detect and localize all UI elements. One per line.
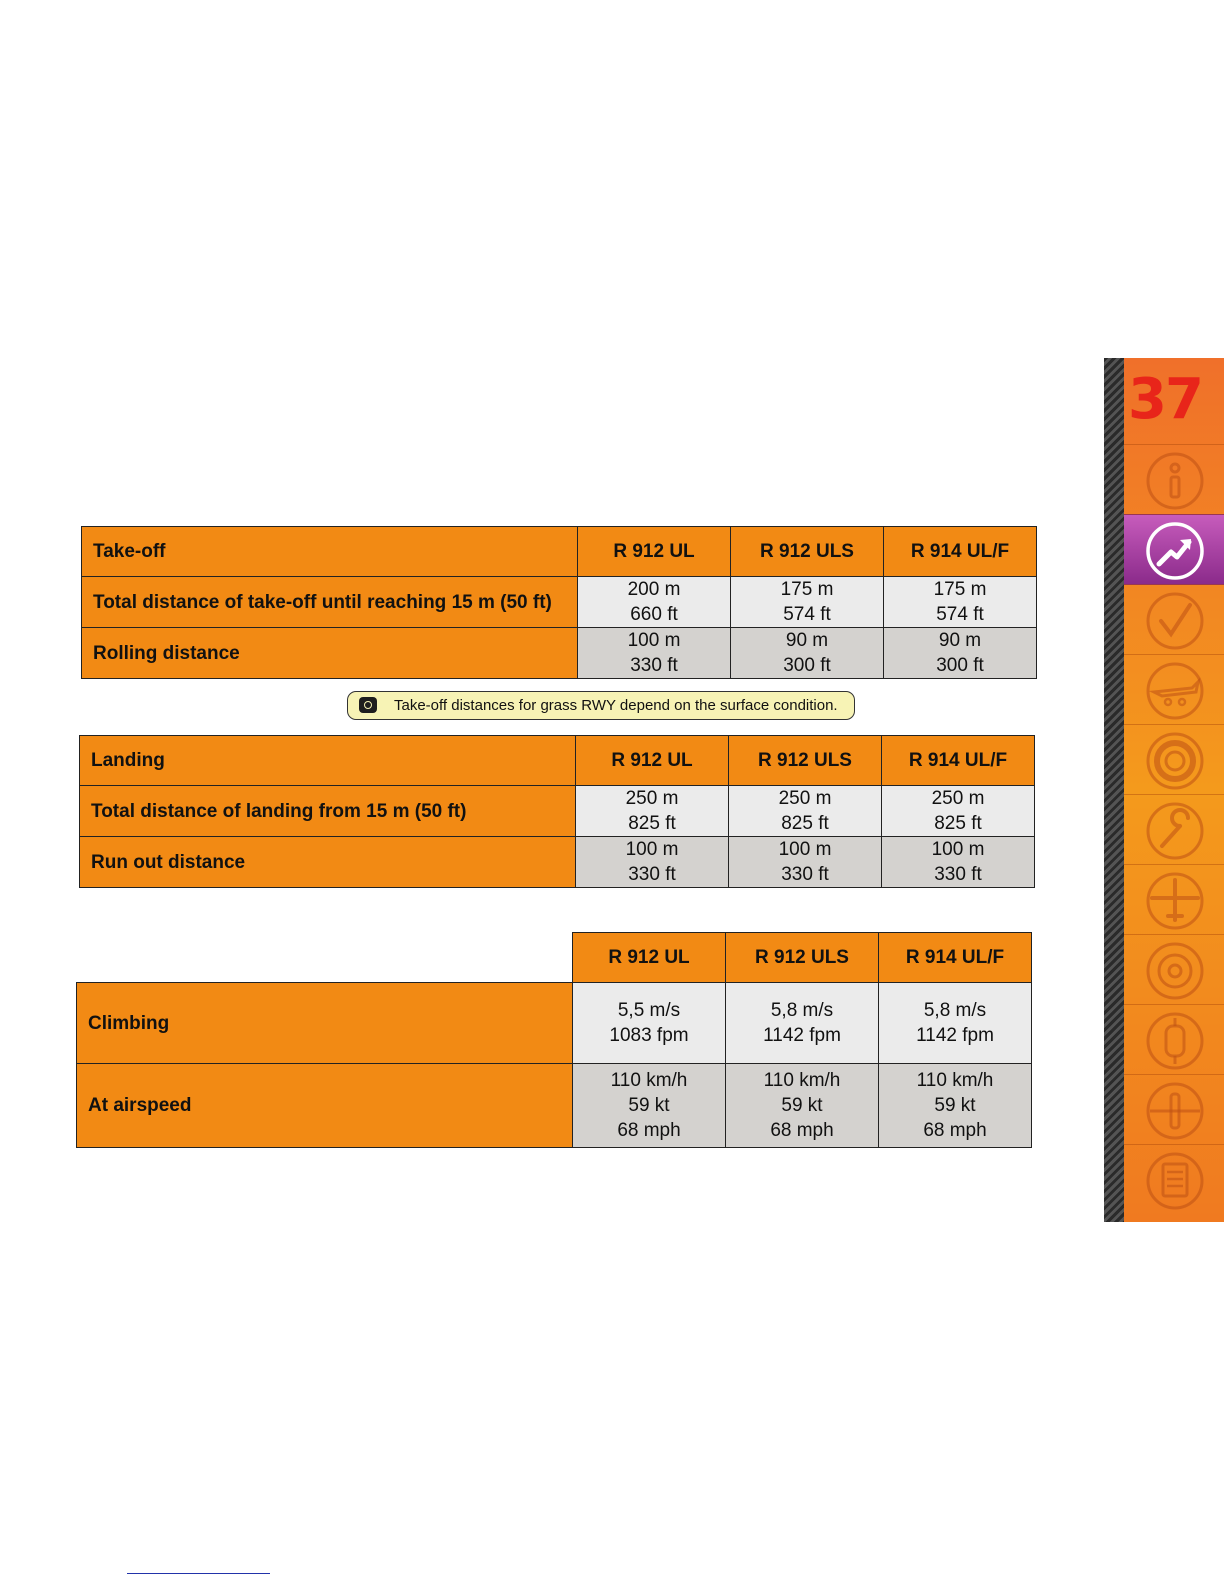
takeoff-table: [81, 526, 1037, 679]
empty-corner: [77, 933, 573, 983]
value-cell: 100 m 330 ft: [576, 837, 729, 888]
propeller-icon: [1144, 1080, 1206, 1142]
takeoff-col-r912ul: R 912 UL: [578, 527, 731, 577]
takeoff-col-r912uls: R 912 ULS: [731, 527, 884, 577]
lifebuoy-icon: [1144, 730, 1206, 792]
tab-engine[interactable]: [1124, 1004, 1224, 1075]
tab-info[interactable]: [1124, 444, 1224, 515]
footnote-divider: [127, 1573, 270, 1574]
row-label: Total distance of landing from 15 m (50 ft): [80, 786, 576, 837]
landing-table: [79, 735, 1035, 888]
value-cell: 90 m 300 ft: [731, 628, 884, 679]
checklist-icon: [1144, 1150, 1206, 1212]
climb-table: [76, 932, 1032, 1148]
value-cell: 175 m 574 ft: [731, 577, 884, 628]
table-row: [77, 983, 1032, 1064]
landing-col-r914ulf: R 914 UL/F: [882, 736, 1035, 786]
takeoff-header-label: Take-off: [82, 527, 578, 577]
value-cell: 250 m 825 ft: [576, 786, 729, 837]
tab-propeller[interactable]: [1124, 1074, 1224, 1145]
tab-airplane[interactable]: [1124, 654, 1224, 725]
value-cell: 5,8 m/s 1142 fpm: [879, 983, 1032, 1064]
note-text: Take-off distances for grass RWY depend on the surface condition.: [394, 697, 838, 714]
tab-performance[interactable]: [1124, 514, 1224, 585]
row-label: Rolling distance: [82, 628, 578, 679]
value-cell: 110 km/h 59 kt 68 mph: [573, 1064, 726, 1148]
value-cell: 5,8 m/s 1142 fpm: [726, 983, 879, 1064]
sidebar-stripe: [1104, 358, 1124, 1222]
landing-col-r912uls: R 912 ULS: [729, 736, 882, 786]
value-cell: 90 m 300 ft: [884, 628, 1037, 679]
value-cell: 110 km/h 59 kt 68 mph: [726, 1064, 879, 1148]
value-cell: 175 m 574 ft: [884, 577, 1037, 628]
climb-col-r912uls: R 912 ULS: [726, 933, 879, 983]
climb-col-r912ul: R 912 UL: [573, 933, 726, 983]
climb-col-r914ulf: R 914 UL/F: [879, 933, 1032, 983]
table-row: [82, 628, 1037, 679]
table-row: [80, 837, 1035, 888]
takeoff-col-r914ulf: R 914 UL/F: [884, 527, 1037, 577]
tab-emergency[interactable]: [1124, 724, 1224, 795]
landing-col-r912ul: R 912 UL: [576, 736, 729, 786]
table-row: [80, 786, 1035, 837]
value-cell: 250 m 825 ft: [882, 786, 1035, 837]
table-row: [82, 577, 1037, 628]
airplane-top-icon: [1144, 870, 1206, 932]
note-icon: [359, 697, 377, 713]
value-cell: 250 m 825 ft: [729, 786, 882, 837]
tab-maintenance[interactable]: [1124, 794, 1224, 865]
performance-arrow-icon: [1144, 520, 1206, 582]
airplane-icon: [1144, 660, 1206, 722]
row-label: At airspeed: [77, 1064, 573, 1148]
value-cell: 100 m 330 ft: [578, 628, 731, 679]
tab-wheel[interactable]: [1124, 934, 1224, 1005]
value-cell: 110 km/h 59 kt 68 mph: [879, 1064, 1032, 1148]
row-label: Climbing: [77, 983, 573, 1064]
note-box: [347, 691, 855, 720]
landing-header-label: Landing: [80, 736, 576, 786]
value-cell: 100 m 330 ft: [882, 837, 1035, 888]
row-label: Total distance of take-off until reaching 15 m (50 ft): [82, 577, 578, 628]
wheel-icon: [1144, 940, 1206, 1002]
chapter-sidebar: [1104, 358, 1224, 1222]
wrench-icon: [1144, 800, 1206, 862]
row-label: Run out distance: [80, 837, 576, 888]
checkmark-icon: [1144, 590, 1206, 652]
value-cell: 5,5 m/s 1083 fpm: [573, 983, 726, 1064]
engine-icon: [1144, 1010, 1206, 1072]
tab-checklist[interactable]: [1124, 584, 1224, 655]
info-icon: [1144, 450, 1206, 512]
page-number: 37: [1128, 367, 1202, 432]
table-row: [77, 1064, 1032, 1148]
tab-aircraft[interactable]: [1124, 864, 1224, 935]
value-cell: 200 m 660 ft: [578, 577, 731, 628]
value-cell: 100 m 330 ft: [729, 837, 882, 888]
tab-documents[interactable]: [1124, 1144, 1224, 1215]
